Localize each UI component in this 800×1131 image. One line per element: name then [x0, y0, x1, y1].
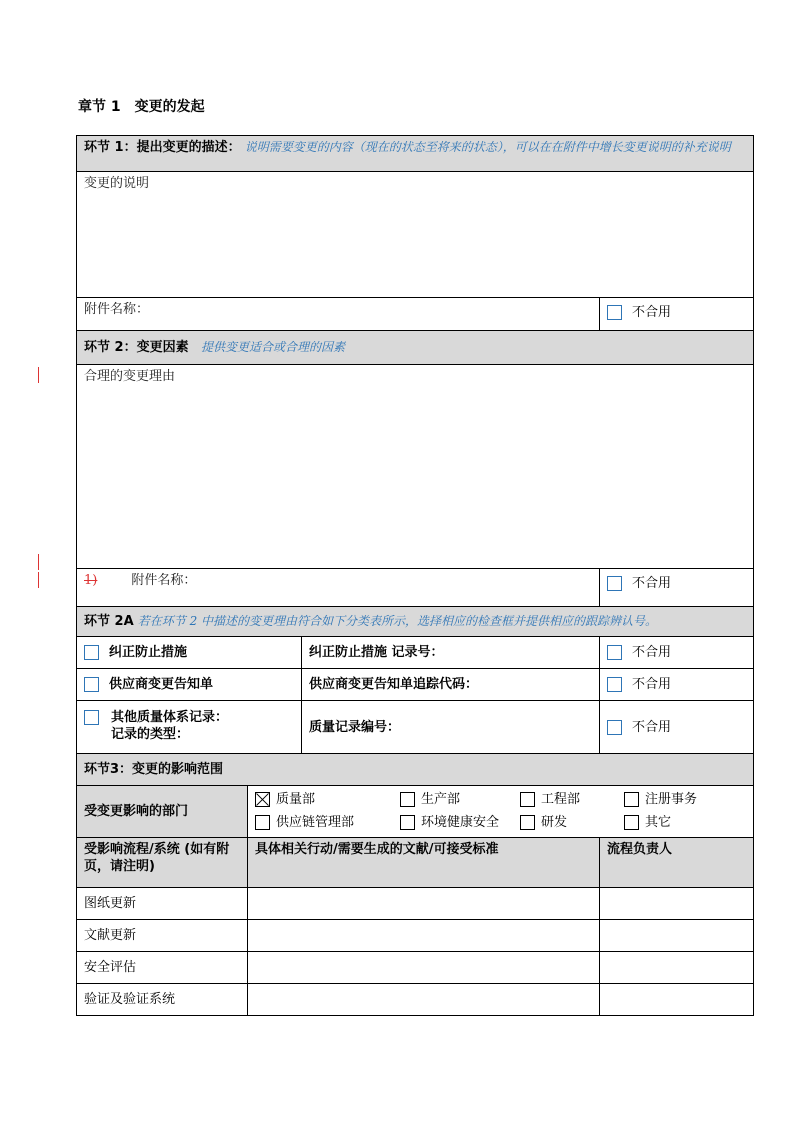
- process-header: 受影响流程/系统 (如有附页，请注明): [84, 842, 230, 874]
- na-label: 不合用: [632, 677, 672, 692]
- process-name: 验证及验证系统: [84, 992, 176, 1007]
- na-checkbox[interactable]: [607, 305, 622, 320]
- action-header-cell: [248, 838, 600, 888]
- category-label: 纠正防止措施: [109, 645, 188, 660]
- na-checkbox[interactable]: [607, 576, 622, 591]
- revision-mark: [38, 572, 39, 588]
- chapter-number: 章节 1: [78, 99, 121, 115]
- dept-name: 其它: [645, 815, 672, 830]
- action-input-cell[interactable]: [248, 984, 600, 1016]
- change-reason-label: 合理的变更理由: [84, 369, 176, 384]
- na-label: 不合用: [632, 719, 672, 735]
- dept-name: 研发: [541, 815, 568, 830]
- na-label: 不合用: [632, 576, 672, 591]
- action-input-cell[interactable]: [248, 920, 600, 952]
- dept-checkbox[interactable]: [624, 815, 639, 830]
- process-name: 图纸更新: [84, 896, 137, 911]
- dept-label: 受变更影响的部门: [84, 804, 189, 819]
- dept-name: 工程部: [541, 792, 581, 807]
- dept-label-cell: [77, 786, 248, 838]
- dept-checkbox[interactable]: [624, 792, 639, 807]
- section2-hint: 提供变更适合或合理的因素: [200, 340, 345, 354]
- dept-checkbox[interactable]: [400, 792, 415, 807]
- category-option-other[interactable]: [77, 701, 302, 754]
- dept-name: 生产部: [421, 792, 461, 807]
- section2a-heading: 环节 2A: [84, 614, 134, 629]
- dept-checkbox-group: [248, 786, 754, 838]
- change-description-field[interactable]: [77, 172, 754, 298]
- dept-option-regulatory[interactable]: [624, 791, 744, 808]
- attachment-label: 附件名称：: [84, 302, 150, 317]
- change-reason-field[interactable]: [77, 365, 754, 569]
- section2a-hint: 若在环节 2 中描述的变更理由符合如下分类表所示，选择相应的检查框并提供相应的跟踪辨认号。: [137, 614, 658, 628]
- record-type-label: 记录的类型：: [111, 727, 190, 742]
- na-checkbox[interactable]: [607, 677, 622, 692]
- category-checkbox[interactable]: [84, 645, 99, 660]
- na-label: 不合用: [632, 645, 672, 660]
- section2-heading: 环节 2：变更因素: [84, 340, 189, 355]
- category-label: 供应商变更告知单: [109, 677, 214, 692]
- record-label: 纠正防止措施 记录号：: [309, 645, 444, 660]
- process-row-label: [77, 984, 248, 1016]
- supplier-tracking-field[interactable]: [302, 669, 600, 701]
- na-checkbox[interactable]: [607, 720, 622, 735]
- revision-mark: [38, 367, 39, 383]
- dept-name: 质量部: [276, 792, 316, 807]
- section1-hint: 说明需要变更的内容（现在的状态至将来的状态），可以在在附件中增长变更说明的补充说明: [244, 140, 731, 154]
- section1-heading: 环节 1：提出变更的描述：: [84, 140, 241, 155]
- section3-header: [77, 754, 754, 786]
- revision-mark: [38, 554, 39, 570]
- category-checkbox[interactable]: [84, 710, 99, 725]
- dept-option-rnd[interactable]: [520, 814, 624, 831]
- process-row-label: [77, 888, 248, 920]
- owner-header-cell: [600, 838, 754, 888]
- na-checkbox[interactable]: [607, 645, 622, 660]
- category-option-corrective[interactable]: [77, 637, 302, 669]
- record-label: 供应商变更告知单追踪代码：: [309, 677, 479, 692]
- list-number: 1): [84, 573, 98, 588]
- dept-option-production[interactable]: [400, 791, 520, 808]
- category-label: 其他质量体系记录：: [111, 710, 229, 725]
- section2-attachment-field[interactable]: [77, 569, 600, 607]
- section1-header: [77, 136, 754, 172]
- category-checkbox[interactable]: [84, 677, 99, 692]
- dept-name: 注册事务: [645, 792, 698, 807]
- dept-option-supply-chain[interactable]: [255, 814, 400, 831]
- process-header-cell: [77, 838, 248, 888]
- dept-checkbox[interactable]: [520, 792, 535, 807]
- dept-option-quality[interactable]: [255, 791, 400, 808]
- dept-option-engineering[interactable]: [520, 791, 624, 808]
- attachment-label: 附件名称：: [131, 573, 197, 588]
- section2-na-option[interactable]: [600, 569, 754, 607]
- action-input-cell[interactable]: [248, 888, 600, 920]
- process-name: 文献更新: [84, 928, 137, 943]
- na-label: 不合用: [632, 305, 672, 320]
- section2a-header: [77, 607, 754, 637]
- dept-checkbox-checked[interactable]: [255, 792, 270, 807]
- change-request-form: [76, 135, 754, 1016]
- dept-checkbox[interactable]: [520, 815, 535, 830]
- section1-na-option[interactable]: [600, 298, 754, 331]
- action-header: 具体相关行动/需要生成的文献/可接受标准: [255, 842, 499, 857]
- process-name: 安全评估: [84, 960, 137, 975]
- action-input-cell[interactable]: [248, 952, 600, 984]
- owner-input-cell[interactable]: [600, 952, 754, 984]
- dept-checkbox[interactable]: [255, 815, 270, 830]
- record-label: 质量记录编号：: [309, 719, 401, 735]
- corrective-record-field[interactable]: [302, 637, 600, 669]
- owner-input-cell[interactable]: [600, 920, 754, 952]
- dept-option-other[interactable]: [624, 814, 744, 831]
- section2-header: [77, 331, 754, 365]
- owner-input-cell[interactable]: [600, 984, 754, 1016]
- row2-na-option[interactable]: [600, 669, 754, 701]
- owner-header: 流程负责人: [607, 842, 673, 857]
- chapter-heading: [78, 96, 205, 116]
- dept-name: 环境健康安全: [421, 815, 500, 830]
- process-row-label: [77, 920, 248, 952]
- row3-na-option[interactable]: [600, 701, 754, 754]
- chapter-title: 变更的发起: [134, 99, 205, 115]
- section1-attachment-field[interactable]: [77, 298, 600, 331]
- change-description-label: 变更的说明: [84, 176, 150, 191]
- process-row-label: [77, 952, 248, 984]
- quality-record-field[interactable]: [302, 701, 600, 754]
- dept-name: 供应链管理部: [276, 815, 355, 830]
- dept-option-ehs[interactable]: [400, 814, 520, 831]
- row1-na-option[interactable]: [600, 637, 754, 669]
- owner-input-cell[interactable]: [600, 888, 754, 920]
- dept-checkbox[interactable]: [400, 815, 415, 830]
- category-option-supplier[interactable]: [77, 669, 302, 701]
- section3-heading: 环节3：变更的影响范围: [84, 762, 224, 777]
